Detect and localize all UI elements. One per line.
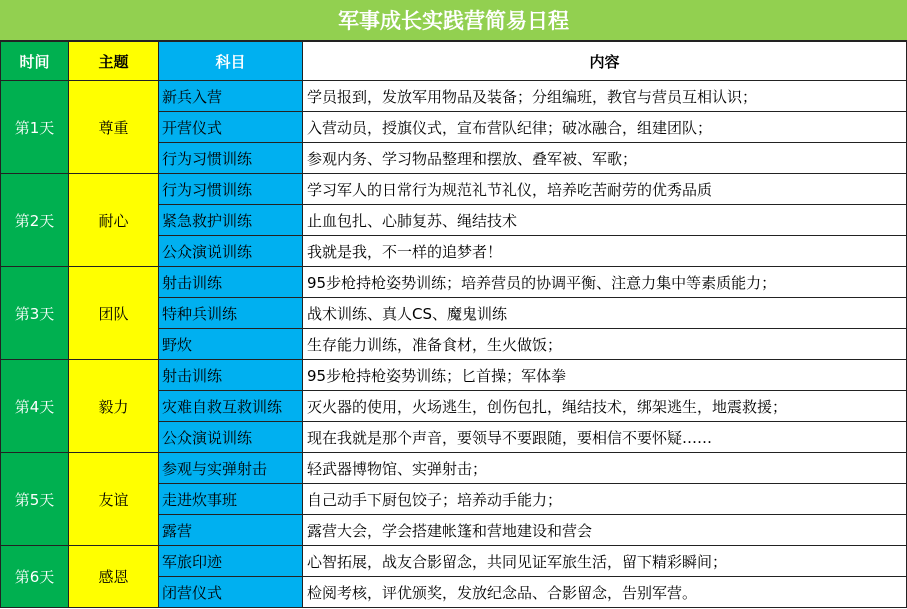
content-cell: 轻武器博物馆、实弹射击； <box>303 453 907 484</box>
content-cell: 学习军人的日常行为规范礼节礼仪，培养吃苦耐劳的优秀品质 <box>303 174 907 205</box>
content-cell: 现在我就是那个声音，要领导不要跟随，要相信不要怀疑…… <box>303 422 907 453</box>
content-cell: 入营动员，授旗仪式，宣布营队纪律；破冰融合，组建团队； <box>303 112 907 143</box>
theme-cell: 耐心 <box>69 174 159 267</box>
header-subject: 科目 <box>159 42 303 81</box>
subject-cell: 公众演说训练 <box>159 236 303 267</box>
content-cell: 参观内务、学习物品整理和摆放、叠军被、军歌； <box>303 143 907 174</box>
header-theme: 主题 <box>69 42 159 81</box>
content-cell: 心智拓展，战友合影留念，共同见证军旅生活，留下精彩瞬间； <box>303 546 907 577</box>
table-row <box>1 267 907 298</box>
subject-cell: 紧急救护训练 <box>159 205 303 236</box>
subject-cell: 闭营仪式 <box>159 577 303 608</box>
schedule-title: 军事成长实践营简易日程 <box>0 0 907 41</box>
day-cell: 第4天 <box>1 360 69 453</box>
theme-cell: 团队 <box>69 267 159 360</box>
subject-cell: 露营 <box>159 515 303 546</box>
theme-cell: 尊重 <box>69 81 159 174</box>
content-cell: 止血包扎、心肺复苏、绳结技术 <box>303 205 907 236</box>
content-cell: 生存能力训练，准备食材，生火做饭； <box>303 329 907 360</box>
table-row <box>1 546 907 577</box>
header-time: 时间 <box>1 42 69 81</box>
content-cell: 露营大会，学会搭建帐篷和营地建设和营会 <box>303 515 907 546</box>
header-row <box>1 42 907 81</box>
day-cell: 第5天 <box>1 453 69 546</box>
table-row <box>1 174 907 205</box>
subject-cell: 灾难自救互救训练 <box>159 391 303 422</box>
theme-cell: 友谊 <box>69 453 159 546</box>
day-cell: 第3天 <box>1 267 69 360</box>
subject-cell: 走进炊事班 <box>159 484 303 515</box>
content-cell: 95步枪持枪姿势训练；匕首操；军体拳 <box>303 360 907 391</box>
subject-cell: 新兵入营 <box>159 81 303 112</box>
content-cell: 战术训练、真人CS、魔鬼训练 <box>303 298 907 329</box>
subject-cell: 特种兵训练 <box>159 298 303 329</box>
subject-cell: 公众演说训练 <box>159 422 303 453</box>
subject-cell: 行为习惯训练 <box>159 143 303 174</box>
theme-cell: 感恩 <box>69 546 159 608</box>
subject-cell: 行为习惯训练 <box>159 174 303 205</box>
subject-cell: 野炊 <box>159 329 303 360</box>
content-cell: 检阅考核，评优颁奖，发放纪念品、合影留念，告别军营。 <box>303 577 907 608</box>
day-cell: 第6天 <box>1 546 69 608</box>
content-cell: 自己动手下厨包饺子；培养动手能力； <box>303 484 907 515</box>
content-cell: 95步枪持枪姿势训练；培养营员的协调平衡、注意力集中等素质能力； <box>303 267 907 298</box>
table-row <box>1 360 907 391</box>
theme-cell: 毅力 <box>69 360 159 453</box>
schedule-table <box>0 41 907 608</box>
subject-cell: 参观与实弹射击 <box>159 453 303 484</box>
day-cell: 第1天 <box>1 81 69 174</box>
content-cell: 我就是我，不一样的追梦者！ <box>303 236 907 267</box>
header-content: 内容 <box>303 42 907 81</box>
table-row <box>1 81 907 112</box>
table-row <box>1 453 907 484</box>
subject-cell: 军旅印迹 <box>159 546 303 577</box>
content-cell: 学员报到，发放军用物品及装备；分组编班，教官与营员互相认识； <box>303 81 907 112</box>
day-cell: 第2天 <box>1 174 69 267</box>
content-cell: 灭火器的使用，火场逃生，创伤包扎，绳结技术，绑架逃生，地震救援； <box>303 391 907 422</box>
subject-cell: 射击训练 <box>159 267 303 298</box>
subject-cell: 开营仪式 <box>159 112 303 143</box>
subject-cell: 射击训练 <box>159 360 303 391</box>
